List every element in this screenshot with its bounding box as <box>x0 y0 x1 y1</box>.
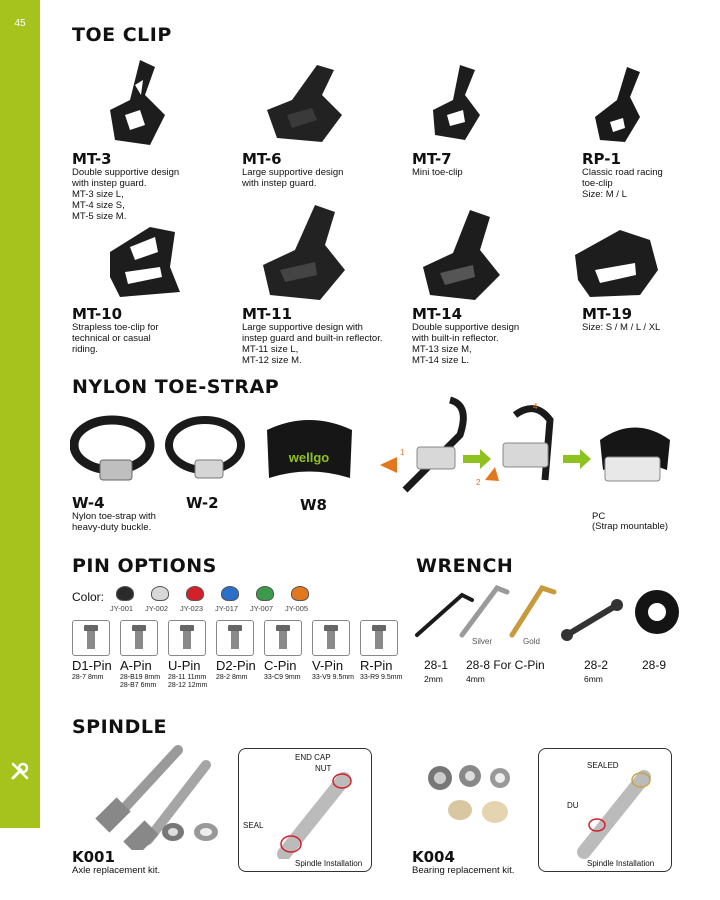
color-swatch <box>151 586 169 601</box>
pin-image <box>168 620 206 656</box>
w-4-strap-image <box>70 410 155 490</box>
toe-clip-title: TOE CLIP <box>72 24 172 46</box>
k004-code: K004 <box>412 848 455 866</box>
page-number: 45 <box>14 18 26 29</box>
end-cap-label: END CAP <box>295 753 331 762</box>
strap-step-2-image <box>485 409 550 481</box>
pin-size: 33-C9 9mm <box>264 674 301 681</box>
mt-6-desc: Large supportive design with instep guard. <box>242 167 344 189</box>
pin-size: 28-11 11mm 28-12 12mm <box>168 674 208 689</box>
wrench-28-8-name: 28-8 For C-Pin <box>466 658 545 672</box>
mt-3-clip-image <box>95 55 180 150</box>
toe-strap-title: NYLON TOE-STRAP <box>72 376 280 398</box>
pin-image <box>120 620 158 656</box>
wrench-28-9-name: 28-9 <box>642 658 667 672</box>
wrench-images <box>412 580 702 642</box>
pin-size: 33-V9 9.5mm <box>312 674 355 681</box>
pc-note: (Strap mountable) <box>592 521 669 532</box>
pin-image <box>312 620 350 656</box>
k004-desc: Bearing replacement kit. <box>412 865 515 876</box>
mt-10-code: MT-10 <box>72 305 123 323</box>
sequence-arrow-icon <box>463 449 491 469</box>
mt-11-clip-image <box>255 200 355 305</box>
pin-name: U-Pin <box>168 658 201 673</box>
mt-6-code: MT-6 <box>242 150 282 168</box>
silver-label: Silver <box>472 637 493 646</box>
pin-size: 28-7 8mm <box>72 674 104 681</box>
mt-14-clip-image <box>415 205 510 305</box>
w-2-strap-image <box>165 410 245 490</box>
swatch-code: JY-017 <box>215 604 239 613</box>
swatch-code: JY-002 <box>145 604 169 613</box>
mt-10-clip-image <box>100 222 185 302</box>
mt-11-desc: Large supportive design with instep guard and built-in reflector. MT-11 size L, MT-12 size M. <box>242 322 383 366</box>
color-swatch <box>186 586 204 601</box>
pin-name: C-Pin <box>264 658 297 673</box>
nut-label: NUT <box>315 764 332 773</box>
pin-options-title: PIN OPTIONS <box>72 555 217 577</box>
pin-name: V-Pin <box>312 658 344 673</box>
k004-bearing-image <box>420 760 520 840</box>
mt-7-desc: Mini toe-clip <box>412 167 463 178</box>
pin-name: D2-Pin <box>216 658 256 673</box>
mt-7-code: MT-7 <box>412 150 452 168</box>
w-4-code: W-4 <box>72 494 105 512</box>
mt-14-code: MT-14 <box>412 305 463 323</box>
swatch-code: JY-005 <box>285 604 309 613</box>
wrench-silver-image <box>462 588 507 635</box>
rp-1-code: RP-1 <box>582 150 621 168</box>
pin-name: A-Pin <box>120 658 152 673</box>
strap-step-1-image <box>380 400 463 490</box>
k001-caption: Spindle Installation <box>295 859 363 868</box>
rp-1-clip-image <box>585 62 655 147</box>
wrench-28-1-name: 28-1 <box>424 658 449 672</box>
mt-3-code: MT-3 <box>72 150 112 168</box>
pin-size: 28-2 8mm <box>216 674 248 681</box>
wrench-28-1-size: 2mm <box>424 674 443 684</box>
wrench-28-2-name: 28-2 <box>584 658 609 672</box>
wrench-28-2-image <box>567 605 617 635</box>
mt-10-desc: Strapless toe-clip for technical or casual riding. <box>72 322 159 355</box>
strap-step-pc-image <box>600 428 670 482</box>
w-4-desc: Nylon toe-strap with heavy-duty buckle. <box>72 511 156 533</box>
k004-installation-image <box>559 767 659 859</box>
pin-size: 33-R9 9.5mm <box>360 674 403 681</box>
mt-19-desc: Size: S / M / L / XL <box>582 322 661 333</box>
pin-size: 28-B19 8mm 28-B7 6mm <box>120 674 161 689</box>
sealed-label: SEALED <box>587 761 619 770</box>
wrench-gold-image <box>512 588 554 635</box>
mt-19-clip-image <box>570 225 665 300</box>
color-swatch <box>221 586 239 601</box>
mt-11-code: MT-11 <box>242 305 293 323</box>
pin-image <box>216 620 254 656</box>
k001-desc: Axle replacement kit. <box>72 865 161 876</box>
spindle-title: SPINDLE <box>72 716 167 738</box>
color-swatch <box>116 586 134 601</box>
sequence-arrow-icon <box>563 449 591 469</box>
tools-icon <box>9 760 31 782</box>
k001-axle-image <box>78 740 228 850</box>
strap-installation-sequence <box>375 395 675 500</box>
pin-image <box>72 620 110 656</box>
color-label: Color: <box>72 590 105 604</box>
k004-installation-box <box>538 748 672 872</box>
w8-strap-image <box>262 410 357 490</box>
pin-name: D1-Pin <box>72 658 112 673</box>
du-label: DU <box>567 801 579 810</box>
w8-brand-text: wellgo <box>288 450 330 465</box>
pc-label: PC <box>592 511 606 522</box>
pin-image <box>264 620 302 656</box>
seal-label: SEAL <box>243 821 264 830</box>
k001-installation-image <box>259 769 359 859</box>
w8-code: W8 <box>300 496 327 514</box>
step-label-2: 2 <box>476 478 481 487</box>
rp-1-desc: Classic road racing toe-clip Size: M / L <box>582 167 663 200</box>
color-swatch <box>291 586 309 601</box>
mt-14-desc: Double supportive design with built-in reflector. MT-13 size M, MT-14 size L. <box>412 322 520 366</box>
pin-name: R-Pin <box>360 658 393 673</box>
k001-installation-box <box>238 748 372 872</box>
step-label-4: 4 <box>533 402 538 411</box>
mt-7-clip-image <box>425 60 495 145</box>
k001-code: K001 <box>72 848 115 866</box>
swatch-code: JY-001 <box>110 604 134 613</box>
wrench-28-2-size: 6mm <box>584 674 603 684</box>
k004-caption: Spindle Installation <box>587 859 655 868</box>
gold-label: Gold <box>523 637 540 646</box>
mt-3-desc: Double supportive design with instep guard. MT-3 size L, MT-4 size S, MT-5 size M. <box>72 167 180 222</box>
w-2-code: W-2 <box>186 494 219 512</box>
swatch-code: JY-023 <box>180 604 204 613</box>
pin-image <box>360 620 398 656</box>
sidebar <box>0 0 40 828</box>
mt-6-clip-image <box>262 60 352 145</box>
swatch-code: JY-007 <box>250 604 274 613</box>
color-swatch <box>256 586 274 601</box>
mt-19-code: MT-19 <box>582 305 633 323</box>
wrench-title: WRENCH <box>416 555 514 577</box>
wrench-28-8-size: 4mm <box>466 674 485 684</box>
step-label-1: 1 <box>400 448 405 457</box>
